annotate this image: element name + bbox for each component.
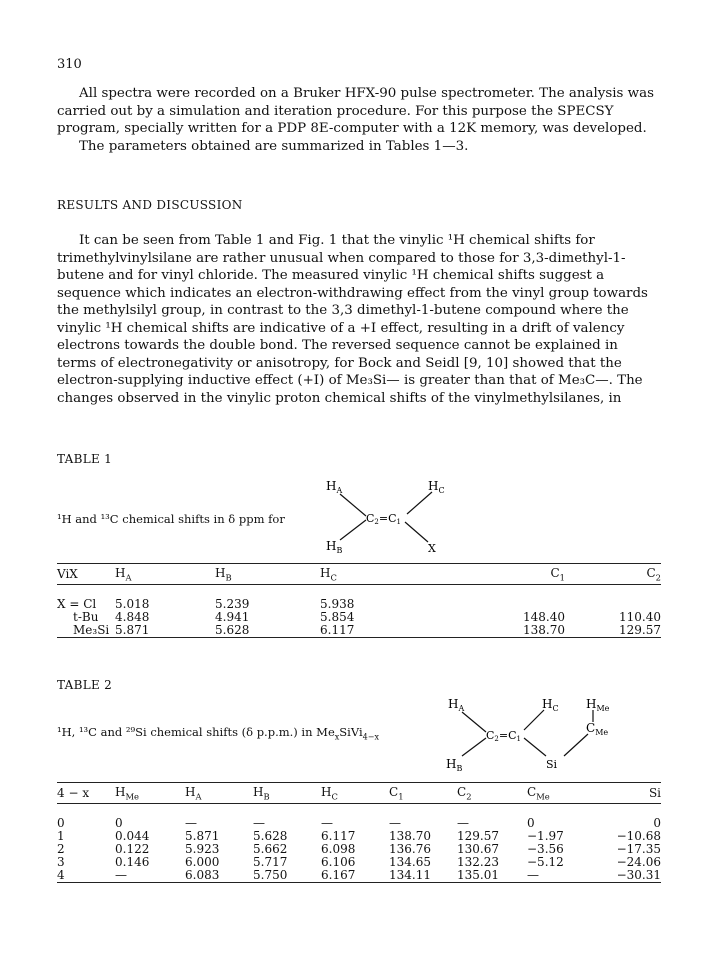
table1-header-main: H xyxy=(115,565,126,580)
table2-cell: −24.06 xyxy=(616,855,661,869)
table2-cell: 6.167 xyxy=(321,868,356,882)
table2-caption xyxy=(57,725,379,741)
table2-header-cell xyxy=(253,783,321,804)
table2-cell: 134.65 xyxy=(389,855,431,869)
table1-header-sub: 2 xyxy=(655,572,661,583)
table1-spacer-row xyxy=(57,585,661,599)
table1-cell: Me₃Si xyxy=(73,623,110,637)
table2-caption-pre: ¹H, ¹³C and ²⁹Si chemical shifts (δ p.p.m.) in Me xyxy=(57,725,335,739)
table2-bond-hb xyxy=(462,738,486,756)
table2-header-sub: Me xyxy=(125,791,140,802)
table1-cell: 6.117 xyxy=(320,623,355,637)
table1-cell: 5.628 xyxy=(215,623,250,637)
table1-cell: 5.854 xyxy=(320,610,355,624)
table1-header-sub: B xyxy=(225,572,232,583)
table2-header-sub: 2 xyxy=(466,791,472,802)
table2-cell: 5.717 xyxy=(253,855,288,869)
table2-cell: 0 xyxy=(57,816,65,830)
table2-atom-c2-c1: C2=C1 xyxy=(486,729,521,743)
table2-header-cell xyxy=(597,783,661,804)
table2-cell: 1 xyxy=(57,829,65,843)
table2-atom-hb: $H_B$ xyxy=(446,757,463,773)
table2-header-sub: C xyxy=(331,791,338,802)
table2-cell: 129.57 xyxy=(457,829,499,843)
table2-header-main: H xyxy=(185,784,196,799)
table2-cell: −3.56 xyxy=(527,842,564,856)
table1-header-cell xyxy=(320,564,420,585)
table2-cell: 6.117 xyxy=(321,829,356,843)
table2-cell: — xyxy=(185,816,197,830)
table1-header-cell xyxy=(215,564,320,585)
table2-caption-sub-x: x xyxy=(334,732,340,742)
table1-cell: 5.938 xyxy=(320,597,355,611)
table2-cell: 0.122 xyxy=(115,842,150,856)
table2-header-cell xyxy=(321,783,389,804)
table2-cell: −30.31 xyxy=(616,868,661,882)
table2-spacer-row xyxy=(57,804,661,818)
table2-cell: 0 xyxy=(653,816,661,830)
table2-header-cell xyxy=(457,783,527,804)
table1-header-sub: 1 xyxy=(559,572,565,583)
table2-row xyxy=(57,856,661,869)
table2-bond-si-cme xyxy=(564,734,588,756)
table1-header-cell xyxy=(115,564,215,585)
table2-cell: 130.67 xyxy=(457,842,499,856)
table2-body xyxy=(57,804,661,883)
table2-header-cell xyxy=(57,783,115,804)
paragraph-methods xyxy=(57,85,661,155)
table2-cell: 6.098 xyxy=(321,842,356,856)
table1-cell: t-Bu xyxy=(73,610,99,624)
table2-caption-mid: SiVi xyxy=(339,725,363,739)
paragraph-discussion-text: It can be seen from Table 1 and Fig. 1 that the vinylic ¹H chemical shifts for trimethylvinylsilane are rather unusual when compared to those for 3,3-dimethyl-1-butene and for vinyl chloride. The measured vinylic ¹H chemical shifts suggest a sequence which indicates an electron-withdrawing effect from the vinyl group towards the methylsilyl group, in contrast to the 3,3 dimethyl-1-butene compound where the vinylic ¹H chemical shifts are indicative of a +I effect, resulting in a drift of valency electrons towards the double bond. The reversed sequence cannot be explained in terms of electronegativity or anisotropy, for Bock and Seidl [9, 10] showed that the electron-supplying inductive effect (+I) of Me₃Si— is greater than that of Me₃C—. The changes observed in the vinylic proton chemical shifts of the vinylmethylsilanes, in xyxy=(57,233,648,406)
table2-cell: −5.12 xyxy=(527,855,564,869)
paragraph-summary-text: The parameters obtained are summarized in Tables 1—3. xyxy=(79,138,469,154)
table2-cell: — xyxy=(115,868,127,882)
table2-header-main: C xyxy=(389,784,399,799)
table2-header-cell xyxy=(115,783,185,804)
table1-header-sub: C xyxy=(330,572,337,583)
table2-cell: 5.750 xyxy=(253,868,288,882)
table2-header-main: H xyxy=(253,784,264,799)
table1-cell: X = Cl xyxy=(57,597,97,611)
table1-row xyxy=(57,624,661,638)
table2-bond-si xyxy=(524,738,546,756)
table1-cell: 4.848 xyxy=(115,610,150,624)
paragraph-discussion xyxy=(57,232,661,407)
table1-structure-diagram xyxy=(300,472,470,560)
table2-cell: 134.11 xyxy=(389,868,431,882)
table2-bond-ha xyxy=(462,712,486,732)
table1-cell: 138.70 xyxy=(523,623,565,637)
table2-atom-ha: $H_A$ xyxy=(448,697,465,713)
table2-cell: 5.871 xyxy=(185,829,220,843)
table2-cell: 138.70 xyxy=(389,829,431,843)
table1-bond-hc xyxy=(407,492,432,514)
table2-header-cell xyxy=(389,783,457,804)
table1-atom-x: X xyxy=(428,542,436,555)
table2-cell: 136.76 xyxy=(389,842,431,856)
table2-cell: — xyxy=(457,816,469,830)
table1-label: TABLE 1 xyxy=(57,452,113,466)
table2-cell: −1.97 xyxy=(527,829,564,843)
table2 xyxy=(57,782,661,883)
table1-header-cell xyxy=(565,564,661,585)
table1 xyxy=(57,563,661,638)
table2-atom-hc: $H_C$ xyxy=(542,697,559,713)
table2-cell: — xyxy=(389,816,401,830)
table2-cell: 6.106 xyxy=(321,855,356,869)
table2-header-main: Si xyxy=(648,786,661,800)
table2-cell: −10.68 xyxy=(616,829,661,843)
table1-cell: 129.57 xyxy=(619,623,661,637)
table2-header-sub: A xyxy=(195,791,202,802)
table2-cell: 5.628 xyxy=(253,829,288,843)
table1-atom-hc: $H_C$ xyxy=(428,479,445,495)
table1-atom-ha: $H_A$ xyxy=(326,479,343,495)
table2-header-main: H xyxy=(115,784,126,799)
table2-header-main: C xyxy=(527,784,537,799)
table2-cell: 2 xyxy=(57,842,65,856)
table2-cell: 4 xyxy=(57,868,65,882)
table1-header-row xyxy=(57,564,661,585)
table1-header-main: H xyxy=(215,565,226,580)
table2-header-sub: 1 xyxy=(398,791,404,802)
table1-bond-ha xyxy=(340,494,366,516)
table2-cell: −17.35 xyxy=(616,842,661,856)
paragraph-methods-text: All spectra were recorded on a Bruker HFX-90 pulse spectrometer. The analysis was carried out by a simulation and iteration procedure. For this purpose the SPECSY program, specially written for a PDP 8E-computer with a 12K memory, was developed. xyxy=(57,86,654,136)
table2-cell: 135.01 xyxy=(457,868,499,882)
table2-header-cell xyxy=(185,783,253,804)
table1-atom-c2-c1: C2=C1 xyxy=(366,512,401,526)
table2-header-row xyxy=(57,783,661,804)
table1-cell: 5.018 xyxy=(115,597,150,611)
table2-cell: 0.044 xyxy=(115,829,150,843)
table1-body xyxy=(57,585,661,638)
table2-cell: 5.662 xyxy=(253,842,288,856)
table2-header-sub: Me xyxy=(536,791,550,802)
table2-atom-hme: $H_{Me}$ xyxy=(586,697,610,713)
table1-cell: 5.239 xyxy=(215,597,250,611)
table2-cell: — xyxy=(527,868,539,882)
table1-header-main: C xyxy=(550,565,560,580)
table1-header-main: C xyxy=(646,565,656,580)
table1-cell: 148.40 xyxy=(523,610,565,624)
table1-header-cell xyxy=(420,564,565,585)
table2-header-cell xyxy=(527,783,597,804)
table2-cell: — xyxy=(253,816,265,830)
table1-header-cell xyxy=(57,564,115,585)
table1-header-sub: A xyxy=(125,572,132,583)
table2-cell: 3 xyxy=(57,855,65,869)
table2-header-main: H xyxy=(321,784,332,799)
table2-cell: 132.23 xyxy=(457,855,499,869)
table2-row xyxy=(57,869,661,883)
table2-cell: 6.083 xyxy=(185,868,220,882)
table2-header-main: C xyxy=(457,784,467,799)
table2-bond-hc xyxy=(524,710,544,730)
table1-caption: ¹H and ¹³C chemical shifts in δ ppm for xyxy=(57,512,285,526)
table2-atom-cme: $C_{Me}$ xyxy=(586,721,609,737)
table1-cell: 4.941 xyxy=(215,610,250,624)
table2-caption-sub-4x: 4−x xyxy=(362,732,380,742)
table2-structure-diagram xyxy=(438,692,668,780)
table2-cell: 5.923 xyxy=(185,842,220,856)
table2-cell: 6.000 xyxy=(185,855,220,869)
table1-bond-x xyxy=(405,522,428,542)
table1-atom-hb: $H_B$ xyxy=(326,539,343,555)
table1-header-main: H xyxy=(320,565,331,580)
section-heading: RESULTS AND DISCUSSION xyxy=(57,198,243,212)
table2-header-main: 4 − x xyxy=(57,786,90,800)
table2-cell: 0 xyxy=(115,816,123,830)
table2-cell: — xyxy=(321,816,333,830)
table2-label: TABLE 2 xyxy=(57,678,113,692)
table2-header-sub: B xyxy=(263,791,270,802)
table1-bond-hb xyxy=(340,520,366,540)
table2-atom-si: Si xyxy=(546,758,558,771)
table2-cell: 0.146 xyxy=(115,855,150,869)
table1-cell: 110.40 xyxy=(619,610,661,624)
page-number: 310 xyxy=(57,57,82,72)
table1-header-main: ViX xyxy=(57,567,78,581)
table2-cell: 0 xyxy=(527,816,535,830)
table1-cell: 5.871 xyxy=(115,623,150,637)
